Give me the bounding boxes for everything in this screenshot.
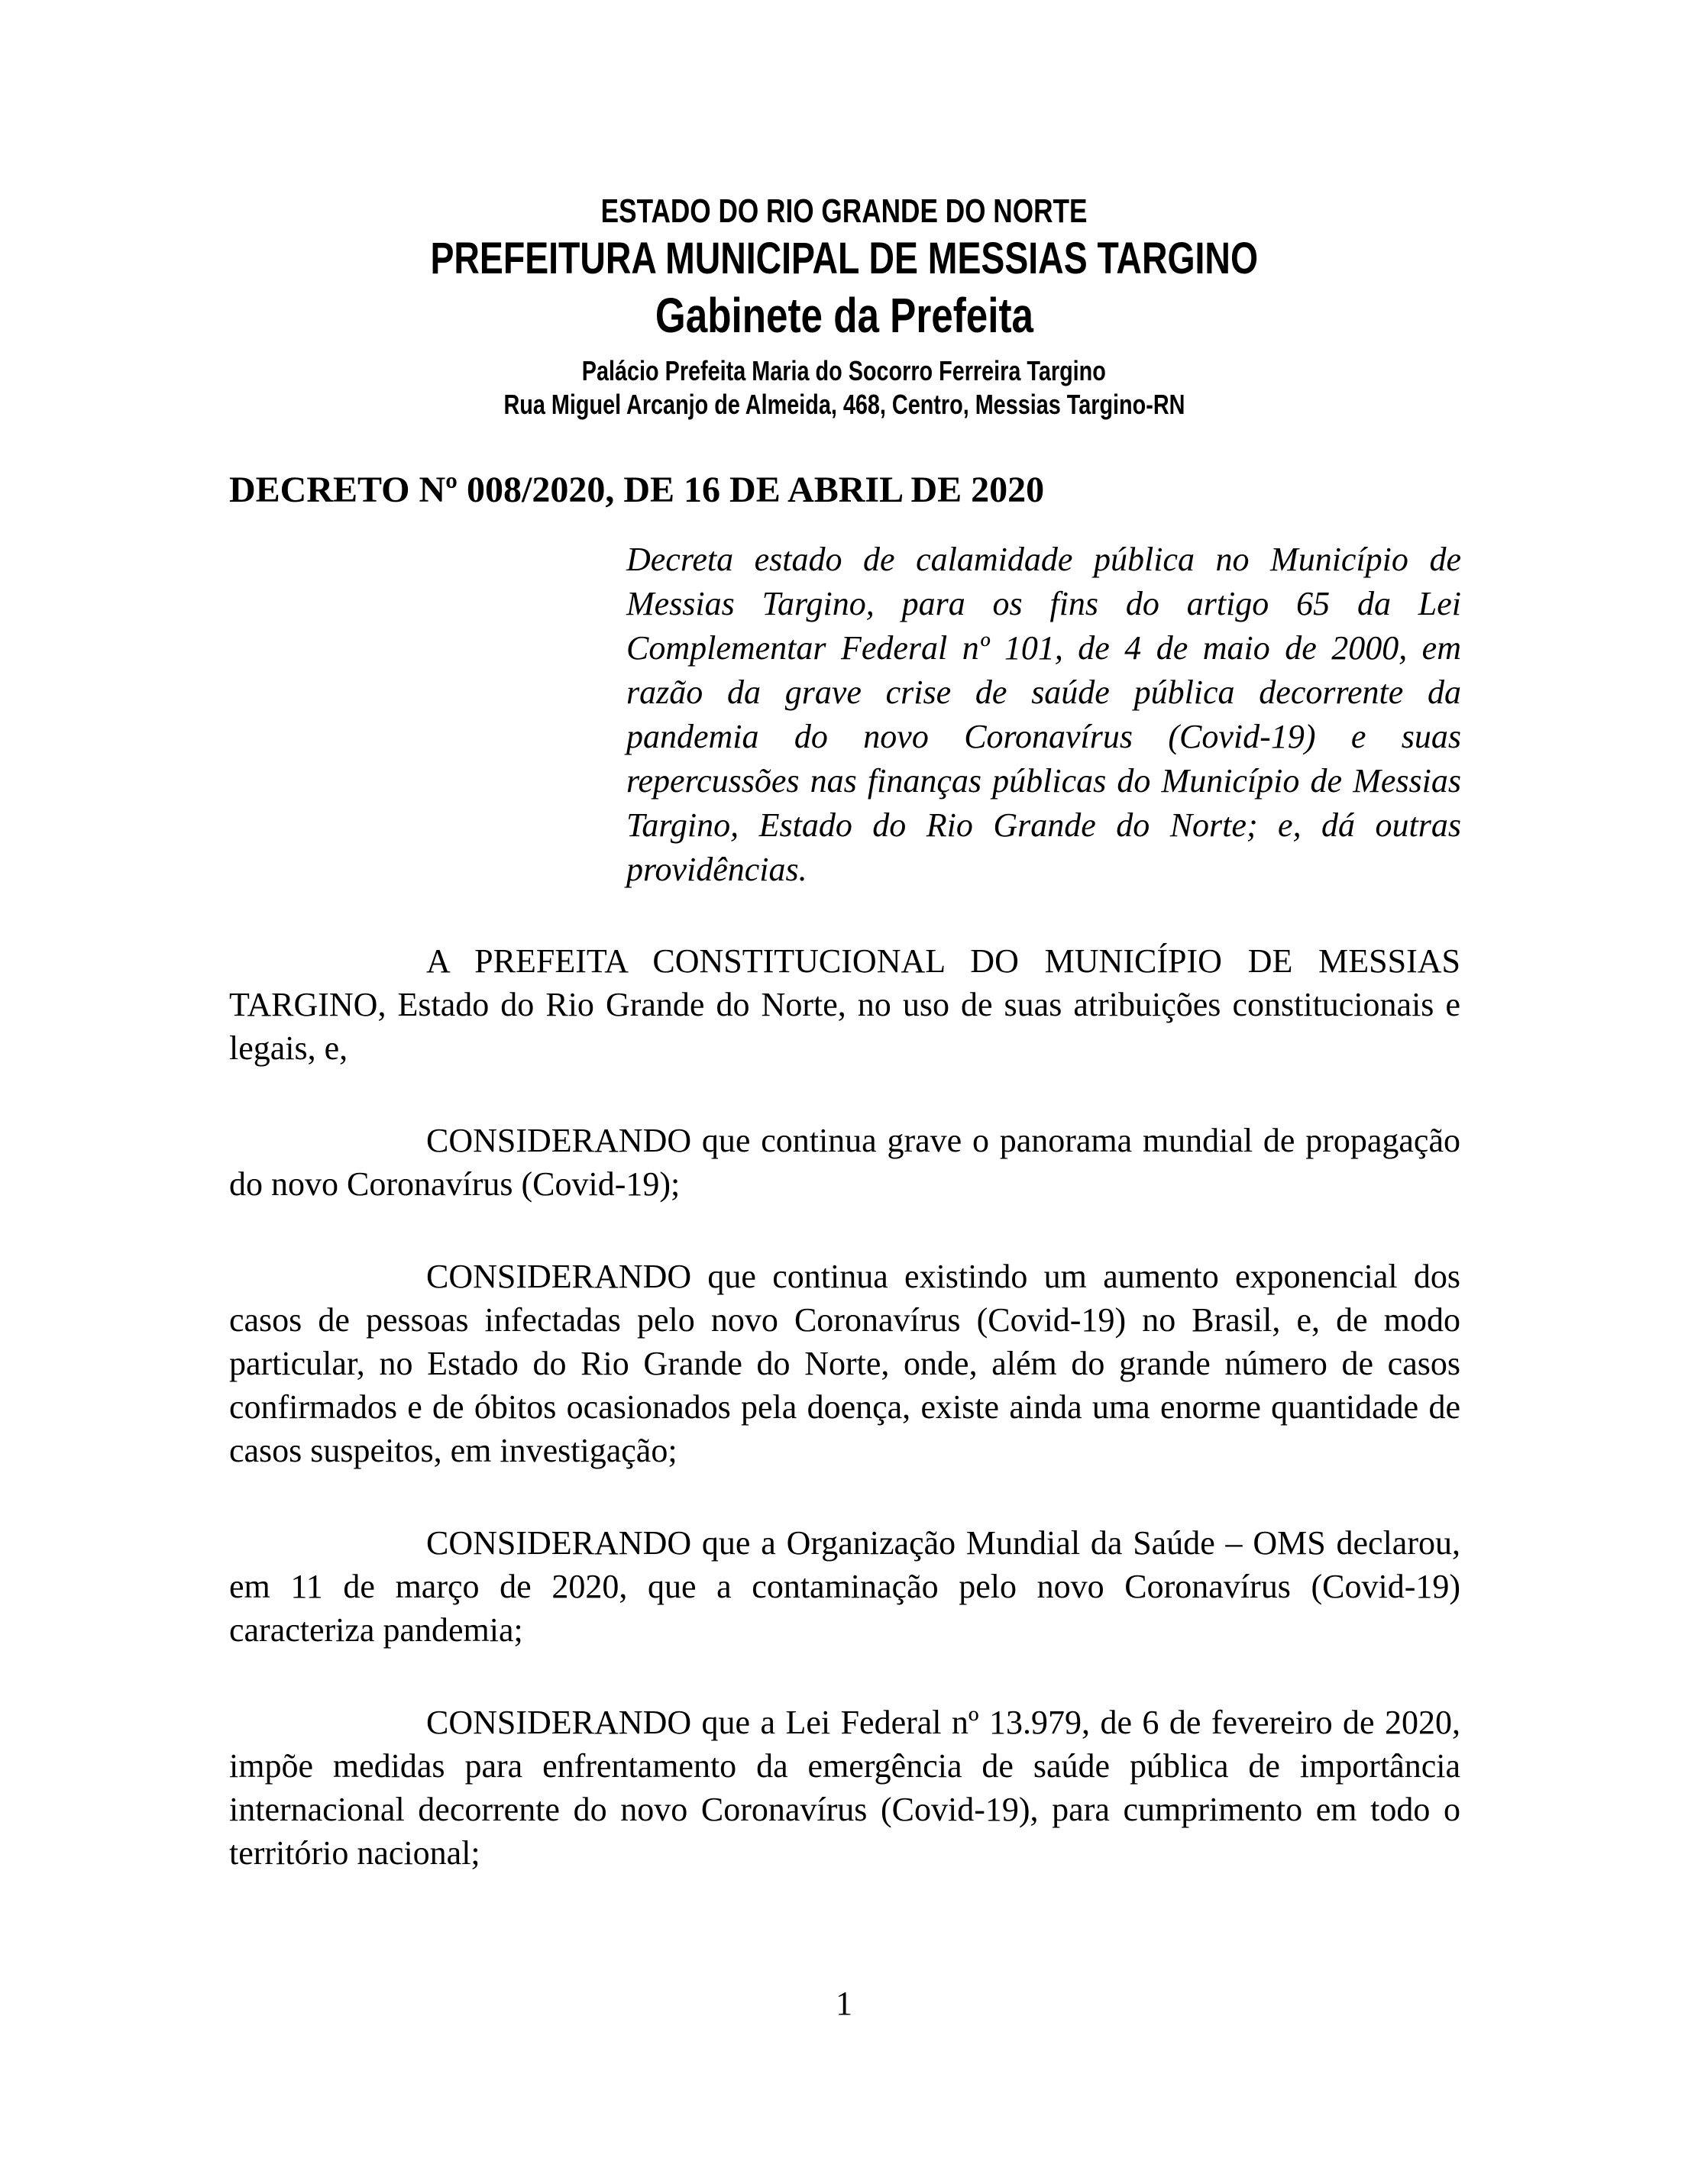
- decree-title: DECRETO Nº 008/2020, DE 16 DE ABRIL DE 2020: [229, 470, 1045, 511]
- letterhead-state-text: ESTADO DO RIO GRANDE DO NORTE: [600, 192, 1088, 230]
- letterhead-palace: [0, 356, 1688, 386]
- paragraph-considerando-3: CONSIDERANDO que a Organização Mundial da Saúde – OMS declarou, em 11 de março de 2020, que a contaminação pelo novo Coronavírus (Covid-19) caracteriza pandemia;: [229, 1524, 1460, 1649]
- letterhead: [0, 192, 1688, 421]
- letterhead-address-text: Rua Miguel Arcanjo de Almeida, 468, Centro, Messias Targino-RN: [503, 389, 1185, 421]
- paragraph-preamble: A PREFEITA CONSTITUCIONAL DO MUNICÍPIO DE MESSIAS TARGINO, Estado do Rio Grande do Norte, no uso de suas atribuições constitucionais e legais, e,: [229, 942, 1460, 1067]
- decree-summary: Decreta estado de calamidade pública no Município de Messias Targino, para os fins do artigo 65 da Lei Complementar Federal nº 101, de 4 de maio de 2000, em razão da grave crise de saúde pública decorrente da pandemia do novo Coronavírus (Covid-19) e suas repercussões nas finanças públicas do Município de Messias Targino, Estado do Rio Grande do Norte; e, dá outras providências.: [626, 541, 1461, 888]
- letterhead-address: [0, 389, 1688, 420]
- paragraph-considerando-4: CONSIDERANDO que a Lei Federal nº 13.979, de 6 de fevereiro de 2020, impõe medidas para enfrentamento da emergência de saúde pública de importância internacional decorrente do novo Coronavírus (Covid-19), para cumprimento em todo o território nacional;: [229, 1704, 1460, 1872]
- letterhead-office-text: Gabinete da Prefeita: [655, 288, 1033, 344]
- page-number: 1: [836, 1985, 852, 2022]
- letterhead-office: [0, 289, 1688, 344]
- letterhead-municipality-text: PREFEITURA MUNICIPAL DE MESSIAS TARGINO: [430, 234, 1258, 284]
- paragraph-considerando-1: CONSIDERANDO que continua grave o panorama mundial de propagação do novo Coronavírus (Covid-19);: [229, 1122, 1460, 1203]
- decree-body: [229, 939, 1460, 1924]
- letterhead-municipality: [0, 234, 1688, 284]
- letterhead-palace-text: Palácio Prefeita Maria do Socorro Ferreira Targino: [581, 354, 1107, 386]
- paragraph-considerando-2: CONSIDERANDO que continua existindo um aumento exponencial dos casos de pessoas infectadas pelo novo Coronavírus (Covid-19) no Brasil, e, de modo particular, no Estado do Rio Grande do Norte, onde, além do grande número de casos confirmados e de óbitos ocasionados pela doença, existe ainda uma enorme quantidade de casos suspeitos, em investigação;: [229, 1258, 1460, 1469]
- letterhead-state: [0, 192, 1688, 230]
